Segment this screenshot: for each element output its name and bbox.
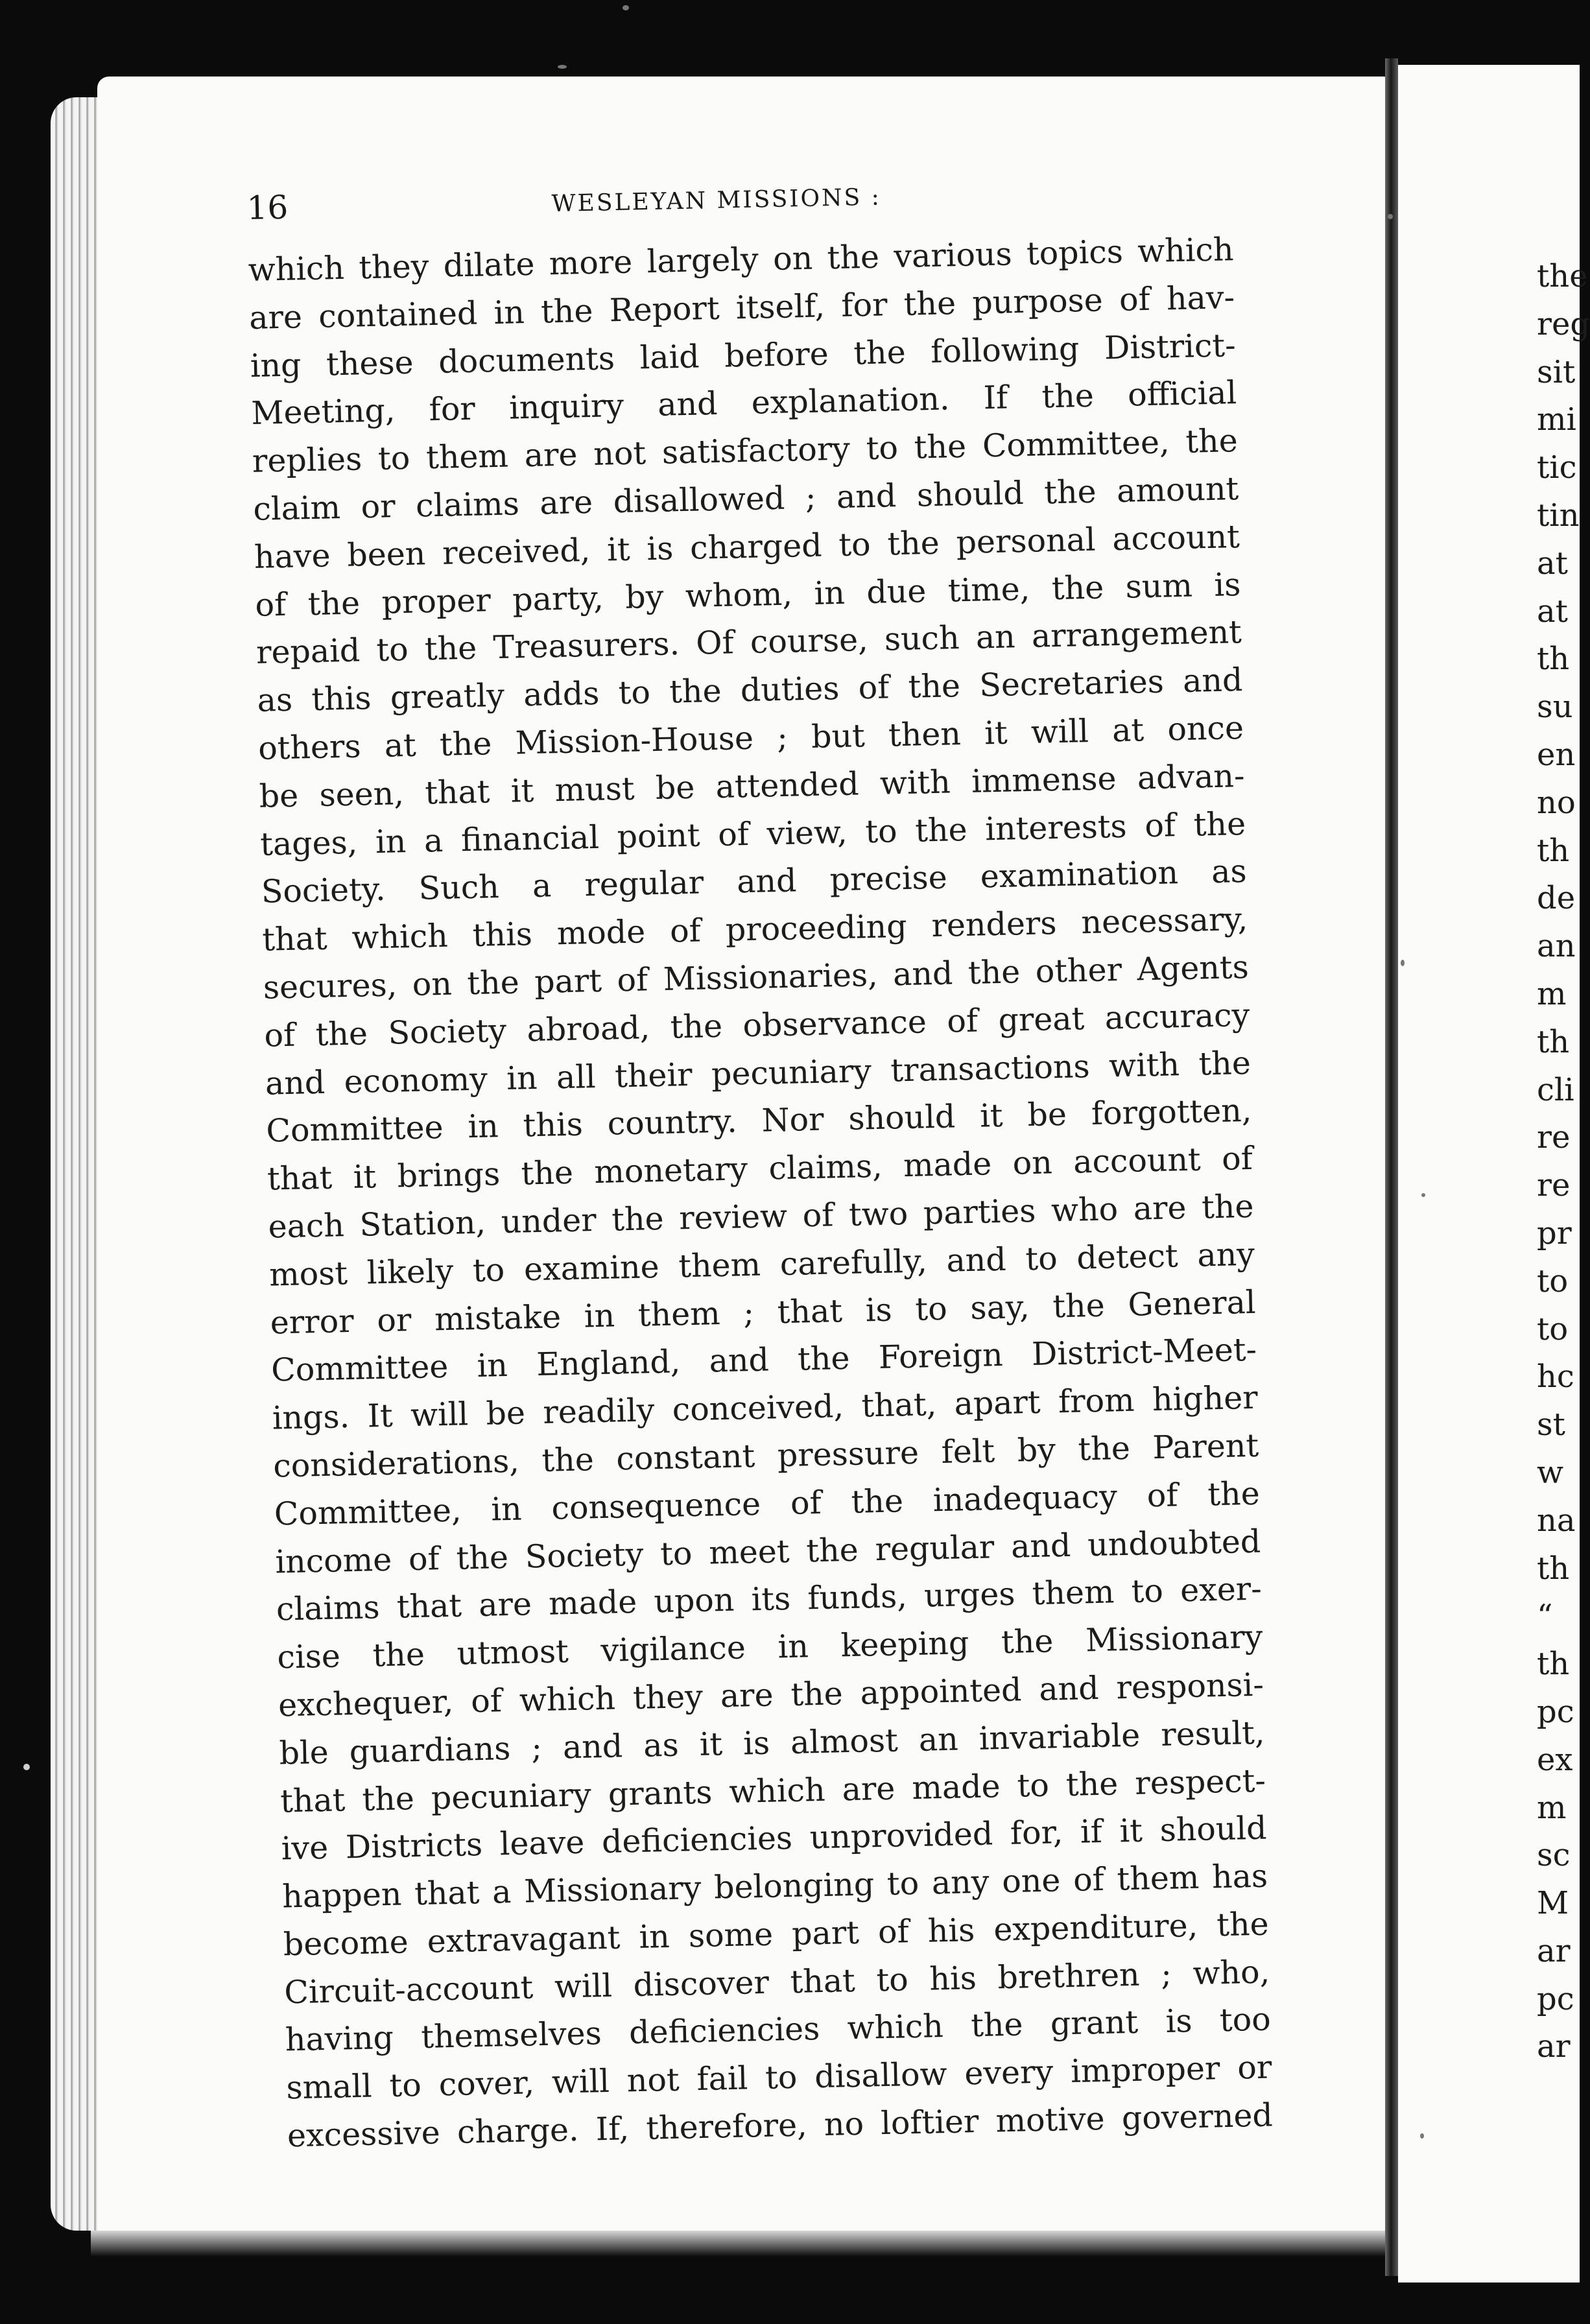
text-line: error or mistake in them ; that is to say, the General xyxy=(270,1283,1257,1342)
scan-speck xyxy=(558,65,567,69)
text-line: small to cover, will not fail to disallow every improper or xyxy=(285,2048,1272,2107)
facing-page-fragment: an xyxy=(1537,928,1576,965)
facing-page-fragment: hc xyxy=(1537,1358,1574,1395)
facing-page-fragment: reg xyxy=(1537,305,1590,342)
facing-page-fragment: sc xyxy=(1537,1837,1571,1874)
page-bottom-shadow xyxy=(91,2231,1420,2257)
facing-page-fragment: de xyxy=(1537,880,1576,917)
text-line: replies to them are not satisfactory to the Committee, the xyxy=(252,422,1239,480)
text-line: secures, on the part of Missionaries, and the other Agents xyxy=(263,948,1250,1006)
body-text xyxy=(248,226,1273,2160)
facing-page-fragment: m xyxy=(1537,1789,1567,1826)
facing-page-fragment: no xyxy=(1537,784,1576,821)
text-line: Meeting, for inquiry and explanation. If the official xyxy=(250,374,1237,433)
text-line: and economy in all their pecuniary transactions with the xyxy=(265,1044,1252,1102)
scan-speck xyxy=(1421,1193,1425,1197)
facing-page-fragment: th xyxy=(1537,1550,1570,1587)
facing-page-fragment: st xyxy=(1537,1406,1565,1443)
text-line: tages, in a financial point of view, to the interests of the xyxy=(259,805,1246,863)
facing-page-fragment: th xyxy=(1537,641,1570,678)
text-line: as this greatly adds to the duties of the Secretaries and xyxy=(257,661,1243,720)
text-line: excessive charge. If, therefore, no loftier motive governed xyxy=(287,2096,1274,2155)
facing-page-fragment: na xyxy=(1537,1502,1576,1539)
facing-page-fragment: pr xyxy=(1537,1215,1572,1251)
facing-page-fragment: mi xyxy=(1537,401,1576,438)
text-line: of the proper party, by whom, in due time, the sum is xyxy=(254,565,1241,624)
text-line: cise the utmost vigilance in keeping the Missionary xyxy=(276,1618,1263,1676)
facing-page-fragment: to xyxy=(1537,1310,1569,1347)
text-line: income of the Society to meet the regular and undoubted xyxy=(274,1523,1261,1581)
book-gutter xyxy=(1385,58,1398,2276)
text-line: that it brings the monetary claims, made on account of xyxy=(267,1139,1253,1198)
text-line: Committee in England, and the Foreign District-Meet- xyxy=(270,1331,1257,1389)
text-line: ive Districts leave deficiencies unprovided for, if it should xyxy=(281,1809,1268,1868)
facing-page-fragment: re xyxy=(1537,1119,1571,1156)
text-line: repaid to the Treasurers. Of course, such an arrangement xyxy=(255,613,1242,672)
facing-page-fragment: to xyxy=(1537,1263,1569,1299)
facing-page-fragment: cli xyxy=(1537,1071,1574,1108)
facing-page-fragment: ar xyxy=(1537,1932,1571,1969)
text-line: happen that a Missionary belonging to any one of them has xyxy=(281,1857,1268,1915)
running-head: WESLEYAN MISSIONS : xyxy=(551,184,882,218)
text-line: each Station, under the review of two parties who are the xyxy=(268,1187,1254,1246)
facing-page-fragment: th xyxy=(1537,1023,1570,1060)
facing-page-fragment: at xyxy=(1537,545,1568,582)
facing-page-fragment: ex xyxy=(1537,1741,1573,1778)
facing-page-fragment: m xyxy=(1537,975,1567,1012)
facing-page-fragment: su xyxy=(1537,689,1573,726)
facing-page-fragment: pc xyxy=(1537,1693,1574,1730)
text-line: claims that are made upon its funds, urges them to exer- xyxy=(276,1571,1263,1628)
text-line: most likely to examine them carefully, and to detect any xyxy=(268,1235,1255,1294)
scan-speck xyxy=(23,1764,30,1770)
facing-page-fragment: pc xyxy=(1537,1980,1574,2017)
scan-speck xyxy=(1420,2133,1424,2139)
facing-page-fragment: M xyxy=(1537,1885,1569,1922)
text-line: ble guardians ; and as it is almost an invariable result, xyxy=(279,1714,1265,1772)
text-line: others at the Mission-House ; but then it will at once xyxy=(257,709,1244,767)
text-line: ings. It will be readily conceived, that, apart from higher xyxy=(272,1379,1259,1437)
text-line: be seen, that it must be attended with immense advan- xyxy=(259,757,1246,815)
facing-page-fragment: re xyxy=(1537,1167,1571,1204)
text-line: become extravagant in some part of his expenditure, the xyxy=(283,1905,1270,1963)
facing-page-fragment: th xyxy=(1537,1646,1570,1683)
text-line: are contained in the Report itself, for the purpose of hav- xyxy=(248,278,1235,337)
text-line: that which this mode of proceeding renders necessary, xyxy=(261,901,1248,958)
text-line: have been received, it is charged to the personal account xyxy=(254,517,1240,576)
facing-page-fragment: tin xyxy=(1537,497,1580,534)
text-line: that the pecuniary grants which are made to the respect- xyxy=(279,1762,1266,1820)
facing-page-fragment: en xyxy=(1537,736,1576,773)
text-line: ing these documents laid before the following District- xyxy=(250,326,1237,385)
facing-page-text-fragments xyxy=(1537,253,1590,2071)
facing-page-fragment: sit xyxy=(1537,353,1576,390)
scan-speck xyxy=(623,5,629,10)
text-line: Society. Such a regular and precise examination as xyxy=(261,853,1248,911)
text-line: claim or claims are disallowed ; and should the amount xyxy=(252,470,1239,528)
text-line: having themselves deficiencies which the grant is too xyxy=(285,2001,1272,2059)
text-line: Committee in this country. Nor should it be forgotten, xyxy=(265,1092,1252,1150)
text-line: of the Society abroad, the observance of great accuracy xyxy=(263,996,1250,1054)
facing-page-fragment: tic xyxy=(1537,449,1577,486)
facing-page-fragment: ar xyxy=(1537,2028,1571,2065)
facing-page-fragment: w xyxy=(1537,1454,1564,1491)
facing-page-fragment: the xyxy=(1537,258,1588,294)
facing-page-fragment: “ xyxy=(1537,1598,1553,1635)
facing-page-fragment: th xyxy=(1537,832,1570,869)
text-line: exchequer, of which they are the appointed and responsi- xyxy=(278,1666,1264,1724)
page-number: 16 xyxy=(246,188,289,227)
text-line: considerations, the constant pressure felt by the Parent xyxy=(272,1427,1259,1485)
scan-speck xyxy=(1401,960,1405,966)
text-line: Committee, in consequence of the inadequacy of the xyxy=(274,1475,1261,1533)
text-line: which they dilate more largely on the various topics which xyxy=(248,231,1235,289)
scan-speck xyxy=(1388,214,1393,219)
facing-page-fragment: at xyxy=(1537,593,1568,630)
text-line: Circuit-account will discover that to his brethren ; who, xyxy=(283,1953,1270,2011)
